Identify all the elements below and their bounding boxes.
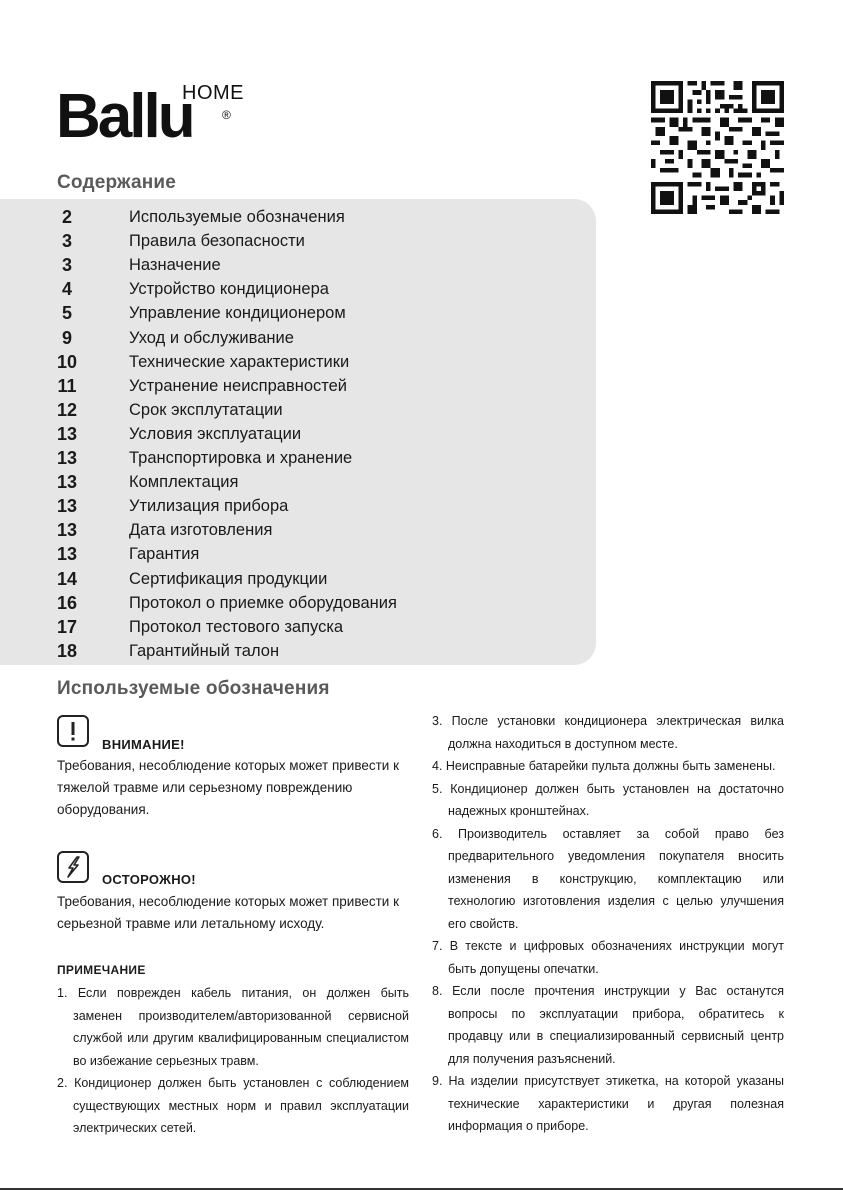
toc-page-number: 13: [56, 520, 78, 541]
footer-rule: [0, 1188, 843, 1190]
toc-page-number: 12: [56, 399, 78, 420]
toc-item-title: Устранение неисправностей: [129, 376, 348, 395]
qr-code-icon: [651, 81, 784, 214]
toc-item-title: Протокол о приемке оборудования: [129, 593, 397, 612]
toc-page-number: 13: [56, 423, 78, 444]
toc-page-number: 5: [61, 303, 72, 324]
toc-item[interactable]: [0, 253, 596, 277]
toc-item[interactable]: [0, 229, 596, 253]
toc-item[interactable]: [0, 567, 596, 591]
attention-text: Требования, несоблюдение которых может привести к тяжелой травме или серьезному повреждению оборудования.: [57, 758, 399, 817]
toc-item[interactable]: [0, 205, 596, 229]
toc-item-title: Уход и обслуживание: [129, 328, 294, 347]
brand-logo: [56, 82, 246, 151]
toc-item[interactable]: [0, 350, 596, 374]
toc-item-title: Гарантия: [129, 545, 200, 564]
toc-item[interactable]: [0, 374, 596, 398]
toc-page-number: 10: [56, 351, 78, 372]
toc-item-title: Срок эксплутатации: [129, 400, 283, 419]
note-item: 5. Кондиционер должен быть установлен на достаточно надежных кронштейнах.: [432, 781, 784, 818]
toc-heading: Содержание: [57, 172, 177, 193]
caution-label: ОСТОРОЖНО!: [102, 872, 196, 887]
brand-name: Ballu: [56, 82, 193, 151]
toc-page-number: 13: [56, 544, 78, 565]
note-item: 6. Производитель оставляет за собой право без предварительного уведомления покупателя вносить изменения в конструкцию, комплектацию или технологию изготовления изделия с целью улучшения его свойств.: [432, 826, 784, 931]
symbols-heading: Используемые обозначения: [57, 678, 330, 699]
toc-page-number: 11: [57, 375, 77, 396]
note-item: 8. Если после прочтения инструкции у Вас останутся вопросы по эксплуатации прибора, обратитесь к продавцу или в специализированный сервисный центр для получения разъяснений.: [432, 984, 784, 1066]
toc-item[interactable]: [0, 326, 596, 350]
toc-item-title: Протокол тестового запуска: [129, 617, 344, 636]
note-item: 7. В тексте и цифровых обозначениях инструкции могут быть допущены опечатки.: [432, 939, 784, 976]
toc-item-title: Назначение: [129, 256, 221, 275]
note-item: 9. На изделии присутствует этикетка, на которой указаны технические характеристики и другая полезная информация о приборе.: [432, 1074, 784, 1133]
note-item: 2. Кондиционер должен быть установлен с соблюдением существующих местных норм и правил эксплуатации электрических сетей.: [57, 1076, 409, 1135]
toc-item-title: Гарантийный талон: [129, 641, 280, 660]
toc-item-title: Правила безопасности: [129, 232, 305, 251]
toc-item-title: Управление кондиционером: [129, 304, 346, 323]
notes-right-list: [432, 710, 784, 1138]
toc-item[interactable]: [0, 301, 596, 325]
note-item: 4. Неисправные батарейки пульта должны быть заменены.: [432, 759, 776, 773]
toc-item-title: Комплектация: [129, 473, 239, 492]
attention-label: ВНИМАНИЕ!: [102, 737, 185, 752]
toc-page-number: 13: [56, 496, 78, 517]
note-item: 3. После установки кондиционера электрическая вилка должна находиться в доступном месте.: [432, 714, 784, 751]
toc-page-number: 13: [56, 472, 78, 493]
toc-item[interactable]: [0, 639, 596, 663]
toc-item[interactable]: [0, 470, 596, 494]
toc-page-number: 2: [61, 207, 72, 227]
note-item: 1. Если поврежден кабель питания, он должен быть заменен производителем/авторизованной сервисной службой или другим квалифицированным специалистом во избежание серьезных травм.: [57, 986, 409, 1068]
toc-item[interactable]: [0, 494, 596, 518]
toc-item-title: Технические характеристики: [129, 352, 350, 371]
caution-text: Требования, несоблюдение которых может привести к серьезной травме или летальному исходу.: [57, 894, 399, 931]
toc-item[interactable]: [0, 615, 596, 639]
toc-item-title: Транспортировка и хранение: [129, 449, 353, 467]
toc-page-number: 16: [56, 592, 78, 613]
brand-reg-mark: ®: [222, 108, 231, 122]
toc-item-title: Сертификация продукции: [129, 569, 328, 588]
toc-page-number: 4: [61, 279, 72, 300]
toc-item[interactable]: [0, 446, 596, 470]
toc-item-title: Утилизация прибора: [129, 497, 289, 516]
toc-page-number: 18: [56, 640, 78, 661]
toc-page-number: 3: [61, 255, 72, 276]
toc-item-title: Устройство кондиционера: [129, 280, 329, 299]
toc-page-number: 13: [56, 448, 78, 468]
brand-sub: HOME: [182, 82, 244, 104]
toc-item-title: Используемые обозначения: [129, 208, 345, 226]
toc-item-title: Дата изготовления: [129, 521, 273, 540]
toc-item[interactable]: [0, 542, 596, 566]
note-label: ПРИМЕЧАНИЕ: [57, 963, 146, 977]
exclamation-icon: [57, 715, 89, 747]
toc-item[interactable]: [0, 398, 596, 422]
toc-item-title: Условия эксплуатации: [129, 424, 302, 443]
lightning-icon: [57, 851, 89, 883]
toc-item[interactable]: [0, 591, 596, 615]
toc-page-number: 9: [61, 327, 72, 348]
toc-page-number: 3: [61, 231, 72, 252]
toc-item[interactable]: [0, 422, 596, 446]
toc-page-number: 14: [56, 568, 78, 589]
toc-page-number: 17: [56, 616, 78, 637]
toc-item[interactable]: [0, 518, 596, 542]
toc-item[interactable]: [0, 277, 596, 301]
notes-left-list: [57, 982, 409, 1140]
